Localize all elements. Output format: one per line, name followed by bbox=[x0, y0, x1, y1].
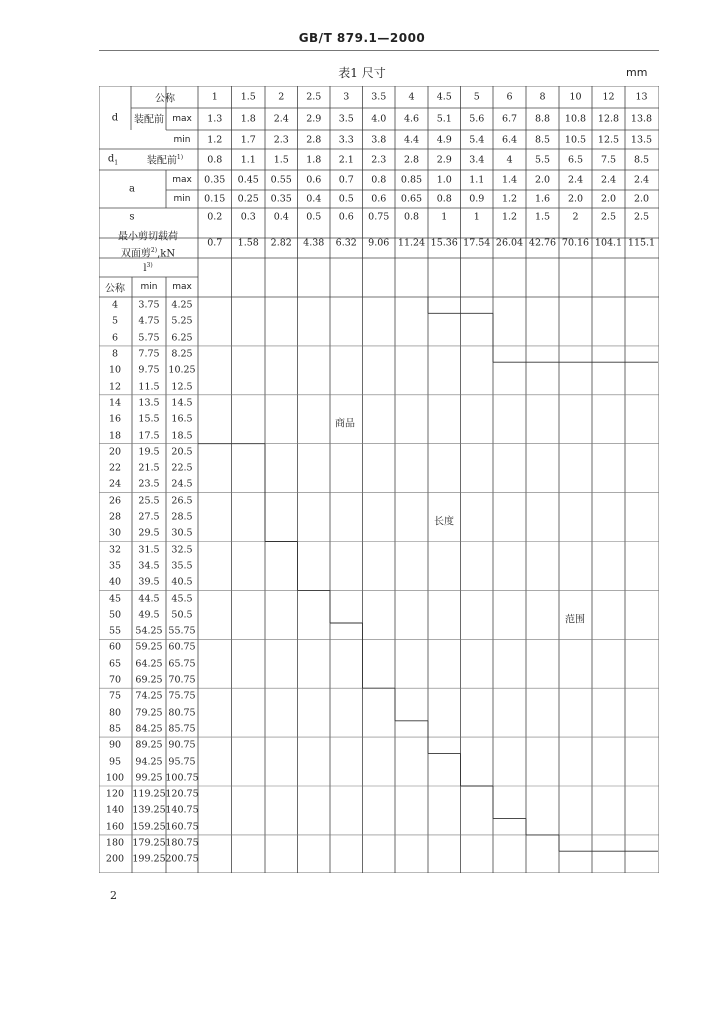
d1-value: 2.8 bbox=[403, 154, 420, 165]
d1-value: 2.9 bbox=[436, 154, 452, 165]
nominal-value: 5 bbox=[473, 91, 480, 103]
nominal-value: 4.5 bbox=[436, 91, 452, 103]
l-nominal-value: 18 bbox=[108, 430, 122, 442]
l-max-value: 180.75 bbox=[165, 837, 199, 849]
d-before-assembly-label: 装配前 bbox=[134, 114, 164, 126]
l-nominal-value: 50 bbox=[108, 609, 122, 621]
s-value: 1.5 bbox=[534, 211, 551, 223]
nominal-value: 13 bbox=[635, 91, 648, 103]
l-min-value: 29.5 bbox=[138, 527, 160, 539]
nominal-value: 6 bbox=[506, 91, 513, 103]
d-max-value: 4.6 bbox=[403, 113, 420, 125]
l-max-value: 30.5 bbox=[171, 527, 193, 539]
l-max-value: 4.25 bbox=[171, 299, 193, 311]
a-max-value: 2.0 bbox=[534, 174, 551, 186]
a-min-value: 2.0 bbox=[600, 193, 617, 205]
d1-value: 7.5 bbox=[600, 154, 617, 165]
d1-subscript: 1 bbox=[114, 159, 119, 167]
l-min-value: 7.75 bbox=[138, 348, 160, 360]
l-min-value: 34.5 bbox=[138, 560, 160, 572]
l-max-value: 24.5 bbox=[171, 478, 193, 490]
d1-value: 1.8 bbox=[306, 154, 322, 165]
d-min-value: 5.4 bbox=[469, 134, 485, 146]
l-max-value: 90.75 bbox=[168, 739, 196, 751]
d-min-value: 13.5 bbox=[630, 134, 653, 146]
l-nominal-value: 180 bbox=[105, 837, 125, 849]
l-nominal-value: 5 bbox=[111, 315, 119, 327]
l-min-value: 54.25 bbox=[135, 625, 163, 637]
shear-load-value: 15.36 bbox=[430, 237, 458, 249]
l-max-value: 22.5 bbox=[171, 462, 193, 474]
l-min-value: 84.25 bbox=[135, 723, 163, 735]
shear-load-value: 2.82 bbox=[270, 237, 292, 249]
l-nominal-value: 200 bbox=[105, 853, 125, 865]
l-nominal-value: 12 bbox=[108, 381, 122, 393]
l-min-value: 159.25 bbox=[132, 821, 166, 833]
d1-letter: d bbox=[107, 153, 115, 165]
l-max-value: 20.5 bbox=[171, 446, 193, 458]
shear-load-value: 4.38 bbox=[303, 237, 325, 249]
d1-value: 3.4 bbox=[469, 154, 485, 165]
a-symbol: a bbox=[129, 183, 135, 195]
nominal-value: 3.5 bbox=[371, 91, 387, 103]
l-symbol bbox=[143, 262, 152, 274]
a-max-value: 1.0 bbox=[436, 174, 452, 186]
a-min-value: 0.35 bbox=[270, 193, 292, 205]
d-min-value: 4.4 bbox=[403, 134, 420, 146]
d-max-value: 1.8 bbox=[240, 113, 256, 125]
l-max-value: 160.75 bbox=[165, 821, 199, 833]
l-min-value: 139.25 bbox=[132, 804, 166, 816]
l-max-value: 140.75 bbox=[165, 804, 199, 816]
shear-load-value: 70.16 bbox=[561, 237, 590, 249]
a-min-value: 2.0 bbox=[567, 193, 584, 205]
d-max-value: 2.9 bbox=[306, 113, 322, 125]
d-min-value: 1.2 bbox=[207, 134, 223, 146]
note-1-marker: 1) bbox=[176, 154, 184, 162]
s-value: 0.5 bbox=[306, 211, 322, 223]
a-max-value: 0.35 bbox=[204, 174, 226, 186]
d1-value: 1.5 bbox=[273, 154, 289, 165]
l-max-value: 10.25 bbox=[168, 364, 196, 376]
l-min-value: 27.5 bbox=[138, 511, 160, 523]
s-value: 1 bbox=[441, 211, 448, 223]
a-max-value: 2.4 bbox=[567, 174, 584, 186]
d-max-value: 8.8 bbox=[534, 113, 551, 125]
l-min-value: 89.25 bbox=[135, 739, 163, 751]
d1-value: 4 bbox=[506, 154, 513, 165]
shear-load-value: 115.1 bbox=[627, 237, 656, 249]
d1-value: 2.1 bbox=[338, 154, 354, 165]
d-max-value: 1.3 bbox=[207, 113, 223, 125]
l-nominal-value: 45 bbox=[108, 593, 122, 605]
a-min-value: 0.6 bbox=[371, 193, 387, 205]
l-nominal-value: 10 bbox=[108, 364, 122, 376]
l-max-value: 75.75 bbox=[168, 690, 196, 702]
s-value: 1 bbox=[473, 211, 480, 223]
l-max-value: 18.5 bbox=[171, 430, 193, 442]
l-nominal-value: 22 bbox=[108, 462, 122, 474]
l-max-value: 12.5 bbox=[171, 381, 193, 393]
l-nominal-value: 95 bbox=[108, 756, 122, 768]
d1-value: 1.1 bbox=[240, 154, 256, 165]
nominal-value: 1 bbox=[211, 91, 218, 103]
l-min-value: 59.25 bbox=[135, 641, 163, 653]
l-nominal-header: 公称 bbox=[105, 283, 125, 295]
d1-value: 8.5 bbox=[633, 154, 650, 165]
l-min-value: 3.75 bbox=[138, 299, 160, 311]
d-min-value: 12.5 bbox=[597, 134, 620, 146]
l-min-value: 9.75 bbox=[138, 364, 160, 376]
l-max-value: 5.25 bbox=[171, 315, 193, 327]
shear-load-value: 11.24 bbox=[397, 237, 426, 249]
a-max-value: 0.45 bbox=[237, 174, 259, 186]
d-max-value: 13.8 bbox=[630, 113, 653, 125]
l-nominal-value: 20 bbox=[108, 446, 122, 458]
l-max-value: 6.25 bbox=[171, 332, 193, 344]
l-max-value: 40.5 bbox=[171, 576, 193, 588]
l-nominal-value: 55 bbox=[108, 625, 122, 637]
d-max-value: 3.5 bbox=[338, 113, 354, 125]
a-min-value: 0.4 bbox=[306, 193, 322, 205]
l-nominal-value: 60 bbox=[108, 641, 122, 653]
double-shear-text: 双面剪 bbox=[120, 248, 151, 260]
l-max-value: 100.75 bbox=[165, 772, 199, 784]
l-min-value: 17.5 bbox=[138, 430, 160, 442]
a-min-value: 0.25 bbox=[237, 193, 259, 205]
l-max-value: 95.75 bbox=[168, 756, 196, 768]
l-nominal-value: 30 bbox=[108, 527, 122, 539]
d-symbol: d bbox=[111, 112, 119, 124]
l-max-value: 120.75 bbox=[165, 788, 199, 800]
l-min-value: 99.25 bbox=[135, 772, 163, 784]
l-min-value: 179.25 bbox=[132, 837, 166, 849]
d1-value: 0.8 bbox=[207, 154, 223, 165]
l-max-value: 80.75 bbox=[168, 707, 196, 719]
l-nominal-value: 140 bbox=[105, 804, 125, 816]
range-label-range: 范围 bbox=[565, 614, 585, 626]
table-title: 表1 尺寸 bbox=[338, 66, 386, 80]
a-max-label: max bbox=[172, 175, 192, 185]
l-max-value: 65.75 bbox=[168, 658, 196, 670]
s-symbol: s bbox=[129, 211, 135, 223]
l-nominal-value: 85 bbox=[108, 723, 122, 735]
l-max-value: 35.5 bbox=[171, 560, 193, 572]
shear-load-value: 26.04 bbox=[495, 237, 524, 249]
l-min-value: 199.25 bbox=[132, 853, 166, 865]
d-min-value: 10.5 bbox=[564, 134, 587, 146]
d-max-value: 6.7 bbox=[501, 113, 518, 125]
d-min-label: min bbox=[173, 135, 191, 145]
l-min-value: 69.25 bbox=[135, 674, 163, 686]
d-min-value: 1.7 bbox=[240, 134, 256, 146]
l-max-value: 8.25 bbox=[171, 348, 193, 360]
l-nominal-value: 4 bbox=[111, 299, 119, 311]
nominal-value: 12 bbox=[602, 91, 615, 103]
d1-value: 5.5 bbox=[534, 154, 551, 165]
nominal-value: 2.5 bbox=[306, 91, 322, 103]
l-min-value: 23.5 bbox=[138, 478, 160, 490]
s-value: 1.2 bbox=[501, 211, 518, 223]
l-min-value: 25.5 bbox=[138, 495, 160, 507]
nominal-value: 8 bbox=[539, 91, 546, 103]
nominal-value: 3 bbox=[343, 91, 350, 103]
l-min-value: 74.25 bbox=[135, 690, 163, 702]
l-min-value: 4.75 bbox=[138, 315, 160, 327]
l-max-value: 60.75 bbox=[168, 641, 196, 653]
s-value: 0.8 bbox=[403, 211, 420, 223]
l-nominal-value: 26 bbox=[108, 495, 122, 507]
d-min-value: 6.4 bbox=[501, 134, 518, 146]
d-min-value: 8.5 bbox=[534, 134, 551, 146]
d-min-value: 4.9 bbox=[436, 134, 452, 146]
shear-load-value: 9.06 bbox=[368, 237, 390, 249]
s-value: 0.2 bbox=[207, 211, 223, 223]
shear-label-line2 bbox=[121, 245, 175, 260]
l-max-value: 16.5 bbox=[171, 413, 193, 425]
d1-symbol bbox=[108, 154, 118, 167]
a-min-value: 0.15 bbox=[204, 193, 226, 205]
l-min-value: 13.5 bbox=[138, 397, 160, 409]
d-min-value: 2.3 bbox=[273, 134, 289, 146]
page-number: 2 bbox=[110, 889, 117, 902]
d1-label-text: 装配前 bbox=[146, 155, 177, 167]
l-nominal-value: 35 bbox=[108, 560, 122, 572]
s-value: 0.3 bbox=[240, 211, 256, 223]
range-label-length: 长度 bbox=[434, 516, 454, 528]
a-min-value: 0.65 bbox=[400, 193, 423, 205]
d-max-value: 2.4 bbox=[273, 113, 289, 125]
l-min-value: 11.5 bbox=[138, 381, 160, 393]
range-label-commercial: 商品 bbox=[335, 418, 355, 430]
d-max-value: 10.8 bbox=[564, 113, 587, 125]
d1-value: 6.5 bbox=[567, 154, 584, 165]
note-2-marker: 2) bbox=[150, 247, 158, 255]
d1-value: 2.3 bbox=[371, 154, 387, 165]
l-nominal-value: 40 bbox=[108, 576, 122, 588]
l-min-value: 79.25 bbox=[135, 707, 163, 719]
a-min-value: 2.0 bbox=[633, 193, 650, 205]
header-rule bbox=[99, 50, 659, 51]
l-max-value: 26.5 bbox=[171, 495, 193, 507]
l-nominal-value: 24 bbox=[108, 478, 122, 490]
a-max-value: 0.6 bbox=[306, 174, 322, 186]
d-max-value: 5.1 bbox=[436, 113, 452, 125]
l-nominal-value: 32 bbox=[108, 544, 122, 556]
l-nominal-value: 80 bbox=[108, 707, 122, 719]
l-min-value: 5.75 bbox=[138, 332, 160, 344]
l-nominal-value: 90 bbox=[108, 739, 122, 751]
shear-label-line1: 最小剪切载荷 bbox=[118, 231, 178, 243]
a-max-value: 0.8 bbox=[371, 174, 387, 186]
l-max-value: 50.5 bbox=[171, 609, 193, 621]
l-nominal-value: 6 bbox=[111, 332, 119, 344]
l-nominal-value: 28 bbox=[108, 511, 122, 523]
a-min-value: 1.2 bbox=[501, 193, 518, 205]
shear-load-value: 42.76 bbox=[528, 237, 557, 249]
nominal-value: 1.5 bbox=[240, 91, 256, 103]
l-nominal-value: 65 bbox=[108, 658, 122, 670]
d-max-label: max bbox=[172, 114, 192, 124]
l-max-value: 85.75 bbox=[168, 723, 196, 735]
l-max-header: max bbox=[172, 282, 192, 292]
d-nominal-label: 公称 bbox=[155, 93, 175, 105]
l-nominal-value: 120 bbox=[105, 788, 125, 800]
d-max-value: 12.8 bbox=[597, 113, 620, 125]
note-3-marker: 3) bbox=[146, 261, 153, 269]
s-value: 2.5 bbox=[633, 211, 650, 223]
l-max-value: 45.5 bbox=[171, 593, 193, 605]
l-nominal-value: 100 bbox=[105, 772, 125, 784]
shear-load-value: 17.54 bbox=[463, 237, 491, 249]
l-letter: l bbox=[143, 263, 147, 275]
a-min-value: 0.5 bbox=[338, 193, 354, 205]
s-value: 2.5 bbox=[600, 211, 617, 223]
shear-load-value: 6.32 bbox=[335, 237, 357, 249]
a-max-value: 0.55 bbox=[270, 174, 292, 186]
shear-load-value: 1.58 bbox=[237, 237, 259, 249]
l-min-value: 21.5 bbox=[138, 462, 160, 474]
a-min-value: 0.9 bbox=[469, 193, 485, 205]
l-max-value: 14.5 bbox=[171, 397, 193, 409]
s-value: 2 bbox=[572, 211, 579, 223]
d-min-value: 2.8 bbox=[306, 134, 322, 146]
nominal-value: 2 bbox=[278, 91, 285, 103]
a-min-label: min bbox=[173, 194, 191, 204]
unit-label: mm bbox=[626, 66, 648, 79]
d-max-value: 4.0 bbox=[371, 113, 387, 125]
l-max-value: 28.5 bbox=[171, 511, 193, 523]
d1-before-assembly-label bbox=[147, 152, 183, 167]
d-min-value: 3.3 bbox=[338, 134, 354, 146]
s-value: 0.4 bbox=[273, 211, 289, 223]
l-min-value: 44.5 bbox=[138, 593, 160, 605]
l-min-value: 15.5 bbox=[138, 413, 160, 425]
l-min-value: 39.5 bbox=[138, 576, 160, 588]
l-max-value: 55.75 bbox=[168, 625, 196, 637]
l-nominal-value: 70 bbox=[108, 674, 122, 686]
shear-unit-text: ,kN bbox=[157, 248, 176, 260]
a-max-value: 1.1 bbox=[469, 174, 485, 186]
a-max-value: 0.7 bbox=[338, 174, 354, 186]
l-nominal-value: 16 bbox=[108, 413, 122, 425]
s-value: 0.75 bbox=[368, 211, 390, 223]
shear-load-value: 104.1 bbox=[594, 237, 623, 249]
l-nominal-value: 8 bbox=[111, 348, 119, 360]
l-min-value: 31.5 bbox=[138, 544, 160, 556]
a-min-value: 0.8 bbox=[436, 193, 452, 205]
a-max-value: 2.4 bbox=[633, 174, 650, 186]
s-value: 0.6 bbox=[338, 211, 354, 223]
l-nominal-value: 75 bbox=[108, 690, 122, 702]
dimension-table bbox=[99, 86, 659, 873]
l-nominal-value: 160 bbox=[105, 821, 125, 833]
l-min-value: 64.25 bbox=[135, 658, 163, 670]
a-min-value: 1.6 bbox=[534, 193, 551, 205]
l-min-header: min bbox=[140, 282, 158, 292]
d-min-value: 3.8 bbox=[371, 134, 387, 146]
l-min-value: 94.25 bbox=[135, 756, 163, 768]
a-max-value: 0.85 bbox=[400, 174, 423, 186]
a-max-value: 1.4 bbox=[501, 174, 518, 186]
l-max-value: 200.75 bbox=[165, 853, 199, 865]
page-header: GB/T 879.1—2000 bbox=[298, 31, 426, 45]
d-max-value: 5.6 bbox=[469, 113, 485, 125]
l-max-value: 32.5 bbox=[171, 544, 193, 556]
nominal-value: 4 bbox=[408, 91, 415, 103]
nominal-value: 10 bbox=[569, 91, 582, 103]
l-max-value: 70.75 bbox=[168, 674, 196, 686]
a-max-value: 2.4 bbox=[600, 174, 617, 186]
l-nominal-value: 14 bbox=[108, 397, 122, 409]
l-min-value: 19.5 bbox=[138, 446, 160, 458]
shear-load-value: 0.7 bbox=[207, 237, 223, 249]
l-min-value: 119.25 bbox=[132, 788, 166, 800]
l-min-value: 49.5 bbox=[138, 609, 160, 621]
